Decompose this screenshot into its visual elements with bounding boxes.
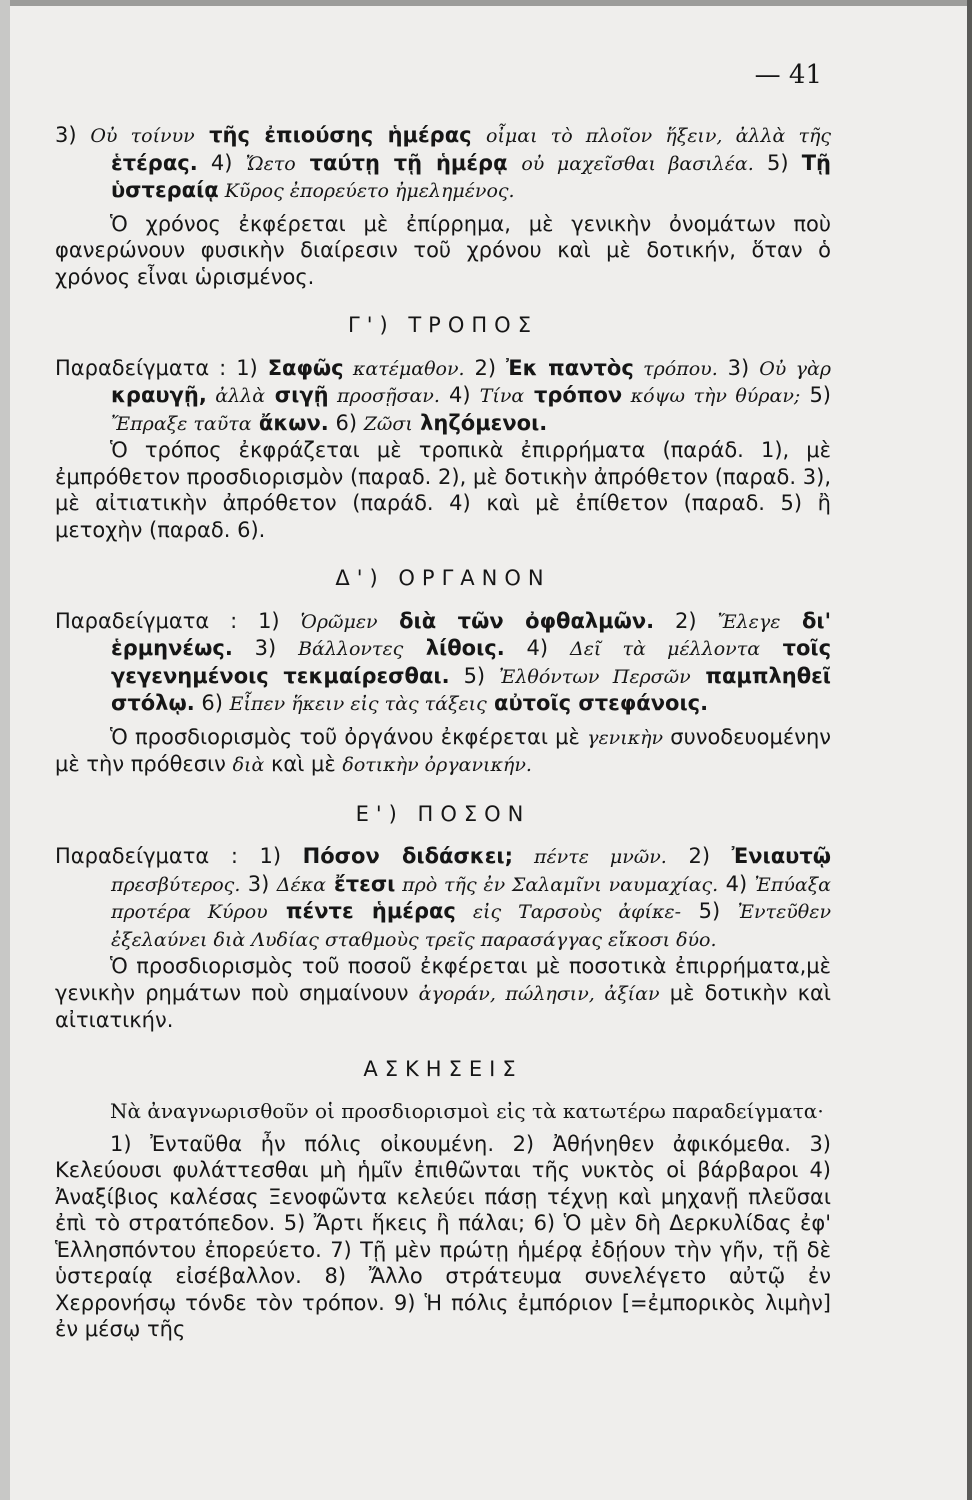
tropos-examples: Παραδείγματα : 1) Σαφῶς κατέμαθον. 2) Ἐκ παντὸς τρόπου. 3) Οὐ γὰρ κραυγῇ, ἀλλὰ σιγῇ προσῇσαν. 4) Τίνα τρόπον κόψω τὴν θύραν; 5) Ἔπραξε ταῦτα ἄκων. 6) Ζῶσι ληζόμενοι. [55, 355, 832, 435]
page-left-edge [0, 0, 10, 1500]
exercises-text: 1) Ἐνταῦθα ἦν πόλις οἰκουμένη. 2) Ἀθήνηθεν ἀφικόμεθα. 3) Κελεύουσι φυλάττεσθαι μὴ ἡμῖν ἐπιθῶνται τῆς νυκτὸς οἱ βάρβαροι 4) Ἀναξίβιος καλέσας Ξενοφῶντα κελεύει πάσῃ τέχνῃ καὶ μηχανῇ πλεῦσαι ἐπὶ τὸ στρατόπεδον. 5) Ἄρτι ἥκεις ἢ πάλαι; 6) Ὁ μὲν δὴ Δερκυλίδας ἐφ' Ἑλλησπόντου ἐπορεύετο. 7) Τῇ μὲν πρώτῃ ἡμέρᾳ ἐδῄουν τὴν γῆν, τῇ δὲ ὑστεραίᾳ εἰσέβαλλον. 8) Ἄλλο στράτευμα συνελέγετο αὐτῷ ἐν Χερρονήσῳ τόνδε τὸν τρόπον. 9) Ἡ πόλις ἐμπόριον [=ἐμπορικὸς λιμὴν] ἐν μέσῳ τῆς [55, 1131, 831, 1341]
poson-explanation: Ὁ προσδιορισμὸς τοῦ ποσοῦ ἐκφέρεται μὲ ποσοτικὰ ἐπιρρήματα,μὲ γενικὴν ρημάτων ποὺ σημαίνουν ἀγοράν, πώλησιν, ἀξίαν μὲ δοτικὴν καὶ αἰτιατικήν. [55, 954, 831, 1032]
heading-tropos: Γ') ΤΡΟΠΟΣ [348, 313, 538, 337]
poson-examples: Παραδείγματα : 1) Πόσον διδάσκει; πέντε μνῶν. 2) Ἐνιαυτῷ πρεσβύτερος. 3) Δέκα ἔτεσι πρὸ τῆς ἐν Σαλαμῖνι ναυμαχίας. 4) Ἐπύαξα προτέρα Κύρου πέντε ἡμέρας εἰς Ταρσοὺς ἀφίκε- 5) Ἐντεῦθεν ἐξελαύνει διὰ Λυδίας σταθμοὺς τρεῖς παρασάγγας εἴκοσι δύο. [55, 844, 831, 951]
organon-explanation: Ὁ προσδιορισμὸς τοῦ ὀργάνου ἐκφέρεται μὲ γενικὴν συνοδευομένην μὲ τὴν πρόθεσιν διὰ καὶ μὲ δοτικὴν ὀργανικήν. [55, 724, 831, 776]
page-content [55, 122, 831, 1343]
page-right-edge [967, 0, 972, 1500]
heading-organon: Δ') ΟΡΓΑΝΟΝ [335, 566, 551, 590]
exercises-intro: Νὰ ἀναγνωρισθοῦν οἱ προσδιορισμοὶ εἰς τὰ κατωτέρω παραδείγματα· [110, 1099, 824, 1123]
time-examples: 3) Οὐ τοίνυν τῆς ἐπιούσης ἡμέρας οἶμαι τὸ πλοῖον ἥξειν, ἀλλὰ τῆς ἑτέρας. 4) Ὤετο ταύτῃ τῇ ἡμέρᾳ οὐ μαχεῖσθαι βασιλέα. 5) Τῇ ὑστεραίᾳ Κῦρος ἐπορεύετο ἠμελημένος. [55, 123, 832, 202]
organon-examples: Παραδείγματα : 1) Ὁρῶμεν διὰ τῶν ὀφθαλμῶν. 2) Ἔλεγε δι' ἑρμηνέως. 3) Βάλλοντες λίθοις. 4) Δεῖ τὰ μέλλοντα τοῖς γεγενημένοις τεκμαίρεσθαι. 5) Ἐλθόντων Περσῶν παμπληθεῖ στόλῳ. 6) Εἶπεν ἥκειν εἰς τὰς τάξεις αὐτοῖς στεφάνοις. [55, 608, 832, 715]
time-explanation: Ὁ χρόνος ἐκφέρεται μὲ ἐπίρρημα, μὲ γενικὴν ὀνομάτων ποὺ φανερώνουν φυσικὴν διαίρεσιν τοῦ χρόνου καὶ μὲ δοτικήν, ὅταν ὁ χρόνος εἶναι ὡρισμένος. [55, 211, 831, 289]
page-number: — 41 [754, 60, 822, 90]
tropos-explanation: Ὁ τρόπος ἐκφράζεται μὲ τροπικὰ ἐπιρρήματα (παράδ. 1), μὲ ἐμπρόθετον προσδιορισμὸν (παραδ. 2), μὲ δοτικὴν ἀπρόθετον (παραδ. 3), μὲ αἰτιατικὴν ἀπρόθετον (παράδ. 4) καὶ μὲ ἐπίθετον (παραδ. 5) ἢ μετοχὴν (παραδ. 6). [55, 438, 831, 542]
page-top-edge [0, 0, 972, 6]
heading-askiseis: ΑΣΚΗΣΕΙΣ [363, 1056, 523, 1081]
heading-poson: Ε') ΠΟΣΟΝ [355, 801, 531, 826]
